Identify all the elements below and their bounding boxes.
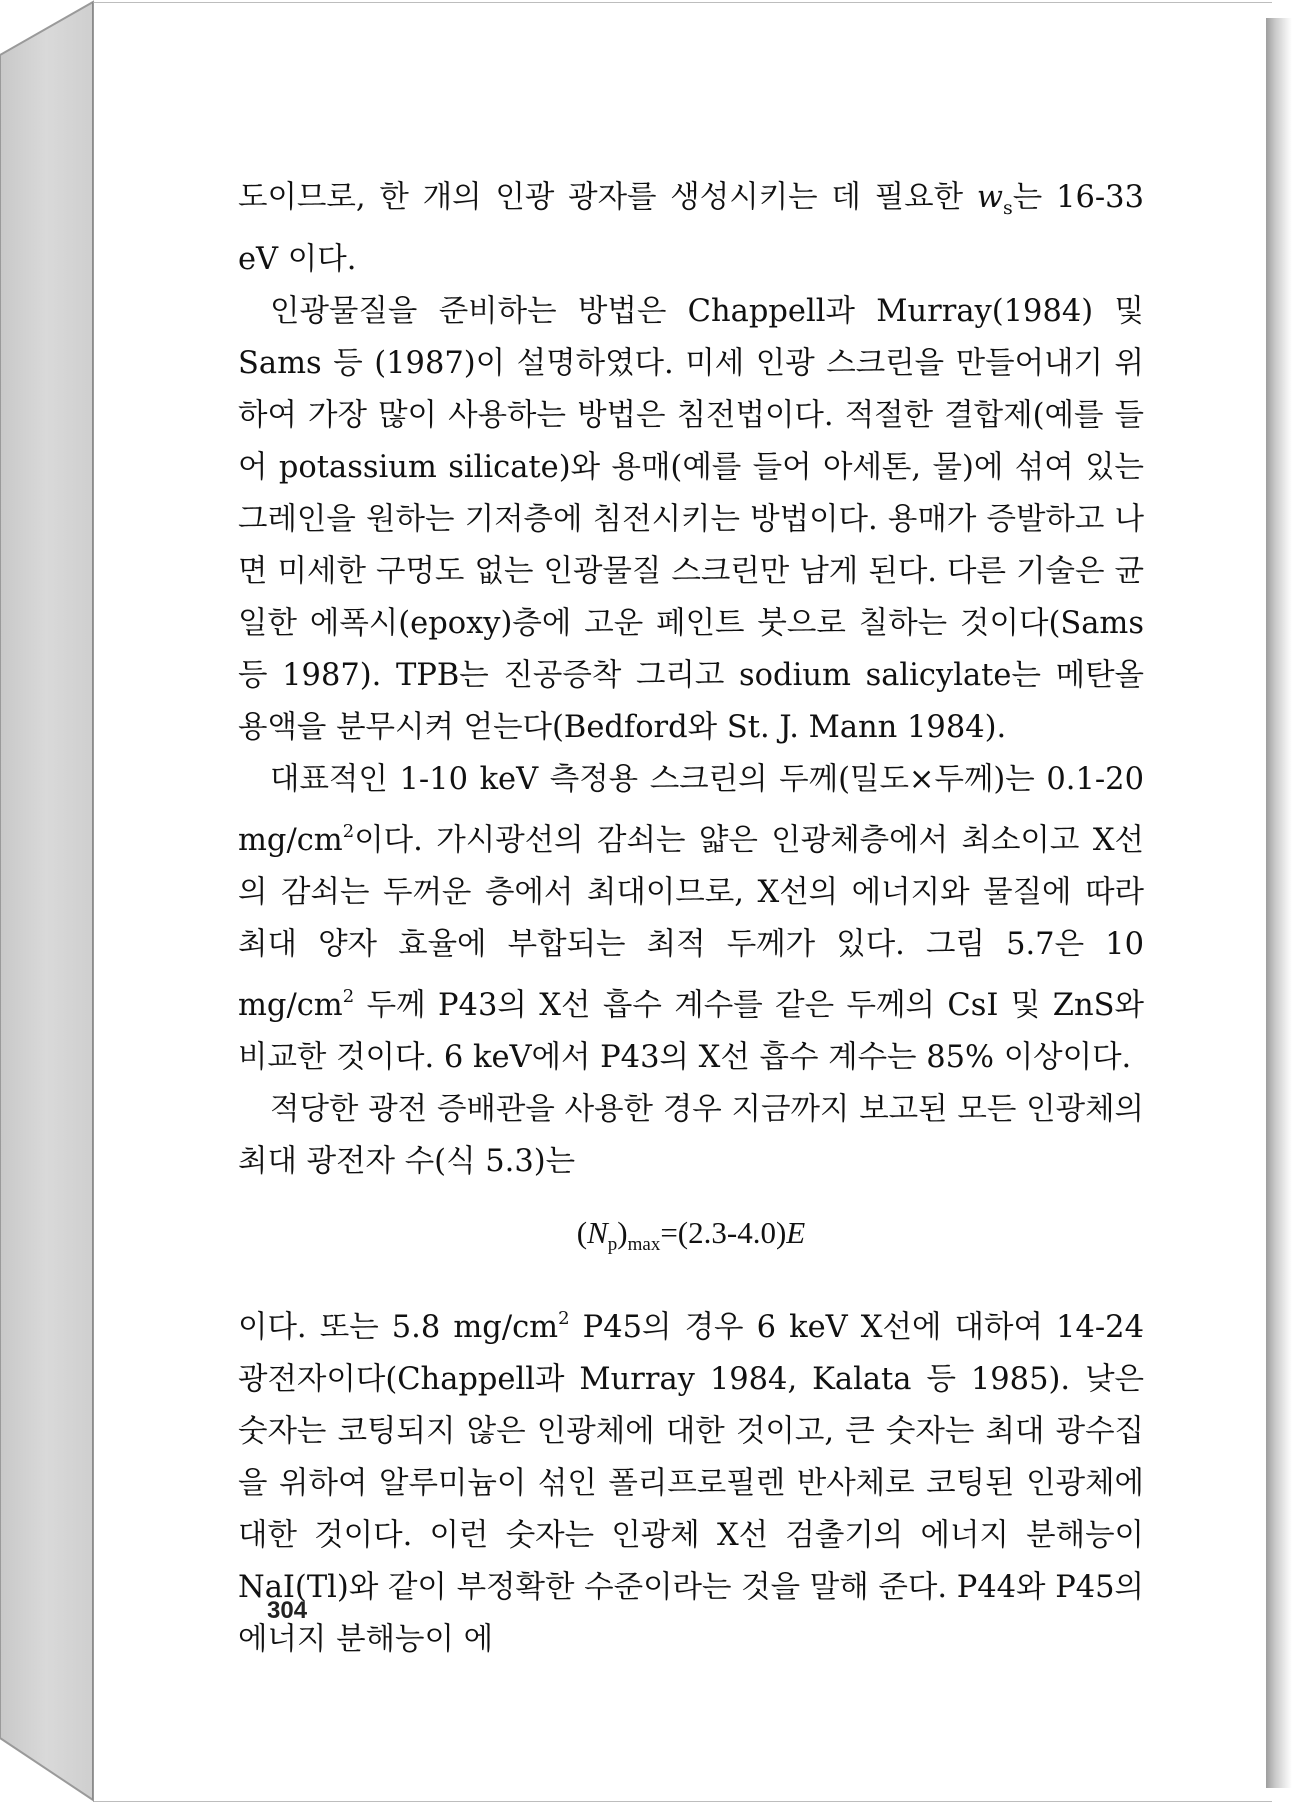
text-run: s — [1003, 197, 1013, 219]
paragraph-p3 — [238, 754, 1144, 1084]
paragraph-p4 — [238, 1084, 1144, 1188]
text-run: 적당한 광전 증배관을 사용한 경우 지금까지 보고된 모든 인광체의 최대 광전자 수(식 5.3)는 — [238, 1092, 1144, 1179]
formula-rparen: ) — [617, 1215, 628, 1250]
equation — [238, 1188, 1144, 1293]
page-number: 304 — [267, 1597, 308, 1624]
book-spine — [0, 0, 95, 1806]
paragraphs-before — [238, 172, 1144, 1188]
body-text — [238, 172, 1144, 1666]
text-run: 2 — [342, 986, 355, 1007]
page-edge-shadow — [1266, 18, 1292, 1788]
formula-sub-p: p — [607, 1234, 618, 1255]
paragraphs-after — [238, 1293, 1144, 1666]
text-run: 이다. 가시광선의 감쇠는 얇은 인광체층에서 최소이고 X선의 감쇠는 두꺼운 층에서 최대이므로, X선의 에너지와 물질에 따라 최대 양자 효율에 부합되는 최적 두께가 있다. 그림 5.7은 10 mg/cm — [238, 823, 1144, 1023]
text-run: 대표적인 1-10 keV 측정용 스크린의 두께(밀도×두께)는 0.1-20 mg/cm — [238, 762, 1144, 858]
text-run: 인광물질을 준비하는 방법은 Chappell과 Murray(1984) 및 Sams 등 (1987)이 설명하였다. 미세 인광 스크린을 만들어내기 위하여 가장 많이 사용하는 방법은 침전법이다. 적절한 결합제(예를 들어 potassium silicate)와 용매(예를 들어 아세톤, 물)에 섞여 있는 그레인을 원하는 기저층에 침전시키는 방법이다. 용매가 증발하고 나면 미세한 구멍도 없는 인광물질 스크린만 남게 된다. 다른 기술은 균일한 에폭시(epoxy)층에 고운 페인트 붓으로 칠하는 것이다(Sams 등 1987). TPB는 진공증착 그리고 sodium salicylate는 메탄올 용액을 분무시켜 얻는다(Bedford와 St. J. Mann 1984). — [238, 294, 1144, 745]
formula-var-e: E — [786, 1215, 806, 1250]
text-run: 두께 P43의 X선 흡수 계수를 같은 두께의 CsI 및 ZnS와 비교한 것이다. 6 keV에서 P43의 X선 흡수 계수는 85% 이상이다. — [238, 988, 1144, 1075]
text-run: P45의 경우 6 keV X선에 대하여 14-24 광전자이다(Chappell과 Murray 1984, Kalata 등 1985). 낮은 숫자는 코팅되지 않은 인광체에 대한 것이고, 큰 숫자는 최대 광수집을 위하여 알루미늄이 섞인 폴리프로필렌 반사체로 코팅된 인광체에 대한 것이다. 이런 숫자는 인광체 X선 검출기의 에너지 분해능이 NaI(Tl)와 같이 부정확한 수준이라는 것을 말해 준다. P44와 P45의 에너지 분해능이 에 — [238, 1310, 1144, 1657]
text-run: 도이므로, 한 개의 인광 광자를 생성시키는 데 필요한 — [238, 180, 977, 215]
text-run: 는 16-33 eV 이다. — [238, 180, 1144, 277]
formula-var-n: N — [587, 1215, 608, 1250]
text-run: 2 — [558, 1308, 570, 1329]
paragraph-p5 — [238, 1293, 1144, 1666]
text-run: 2 — [342, 821, 355, 842]
text-run: 이다. 또는 5.8 mg/cm — [238, 1310, 559, 1345]
formula-rhs: =(2.3-4.0) — [660, 1215, 787, 1250]
text-run: w — [976, 180, 1004, 215]
formula-lparen: ( — [576, 1215, 588, 1250]
formula-sub-max: max — [627, 1234, 661, 1255]
paragraph-p1 — [238, 172, 1144, 286]
paragraph-p2 — [238, 286, 1144, 754]
